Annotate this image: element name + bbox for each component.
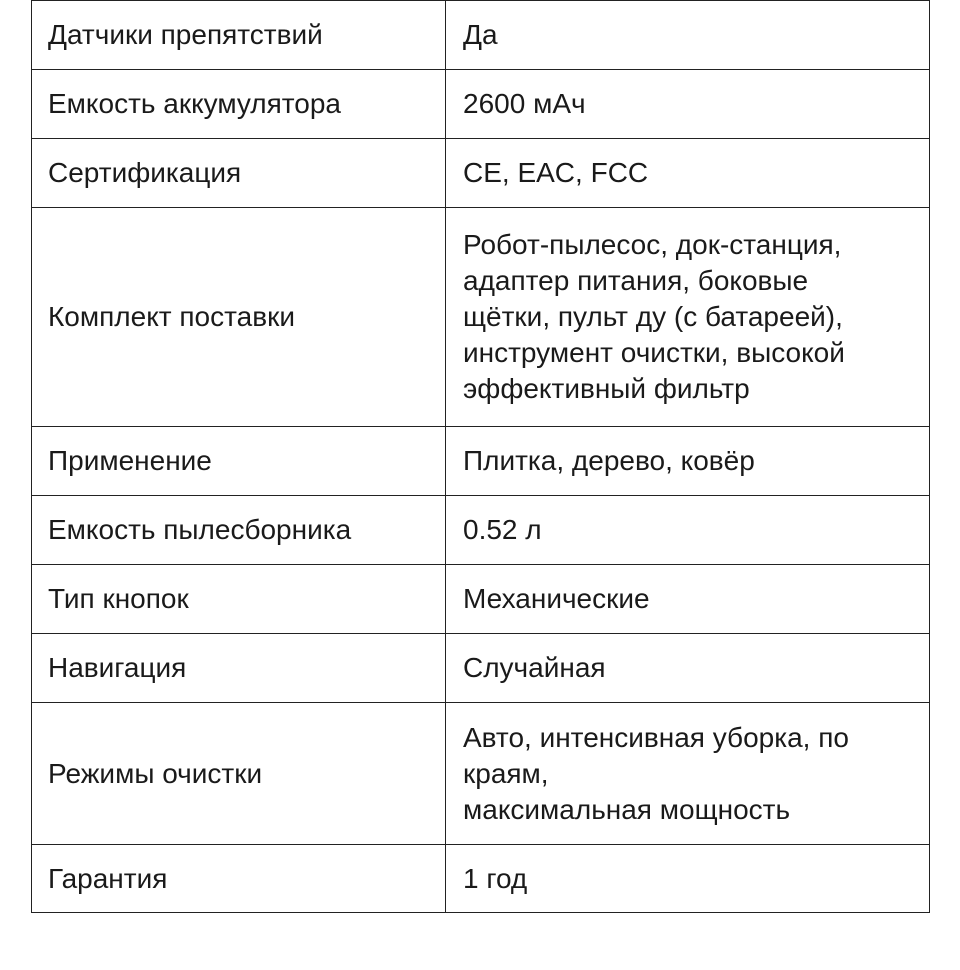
spec-label: Режимы очистки <box>32 703 446 845</box>
spec-value-line: инструмент очистки, высокой <box>463 337 845 368</box>
spec-value-line: адаптер питания, боковые <box>463 265 809 296</box>
spec-value-line: Плитка, дерево, ковёр <box>463 445 755 476</box>
spec-label: Применение <box>32 427 446 496</box>
spec-value-line: Случайная <box>463 652 606 683</box>
spec-value <box>446 139 930 208</box>
spec-value-line: Механические <box>463 583 650 614</box>
spec-value <box>446 634 930 703</box>
spec-value-line: 0.52 л <box>463 514 542 545</box>
spec-row-application <box>32 427 930 496</box>
spec-row-button-type <box>32 565 930 634</box>
spec-value-line: Да <box>463 19 498 50</box>
spec-value <box>446 565 930 634</box>
spec-label: Емкость пылесборника <box>32 496 446 565</box>
spec-table <box>31 0 930 913</box>
spec-value <box>446 496 930 565</box>
spec-label: Емкость аккумулятора <box>32 70 446 139</box>
spec-row-obstacle-sensors <box>32 1 930 70</box>
spec-value-line: CE, EAC, FCC <box>463 157 649 188</box>
spec-value-line: 2600 мАч <box>463 88 586 119</box>
spec-row-warranty <box>32 845 930 913</box>
spec-label: Гарантия <box>32 845 446 913</box>
spec-value-line: краям, <box>463 757 549 789</box>
spec-label: Навигация <box>32 634 446 703</box>
spec-value <box>446 427 930 496</box>
spec-value-line: 1 год <box>463 862 528 894</box>
spec-row-cleaning-modes <box>32 703 930 845</box>
spec-label: Сертификация <box>32 139 446 208</box>
spec-label: Датчики препятствий <box>32 1 446 70</box>
spec-label: Тип кнопок <box>32 565 446 634</box>
spec-value-line: щётки, пульт ду (с батареей), <box>463 301 843 332</box>
spec-value <box>446 845 930 913</box>
spec-label: Комплект поставки <box>32 208 446 427</box>
spec-value <box>446 703 930 845</box>
spec-value <box>446 70 930 139</box>
spec-row-navigation <box>32 634 930 703</box>
spec-row-dustbin-capacity <box>32 496 930 565</box>
spec-row-package-contents <box>32 208 930 427</box>
spec-row-battery <box>32 70 930 139</box>
spec-value-line: Робот-пылесос, док-станция, <box>463 229 842 260</box>
spec-value-line: максимальная мощность <box>463 793 791 825</box>
spec-value-line: эффективный фильтр <box>463 373 750 404</box>
spec-value <box>446 208 930 427</box>
spec-value <box>446 1 930 70</box>
spec-value-line: Авто, интенсивная уборка, по <box>463 721 849 753</box>
spec-row-certification <box>32 139 930 208</box>
